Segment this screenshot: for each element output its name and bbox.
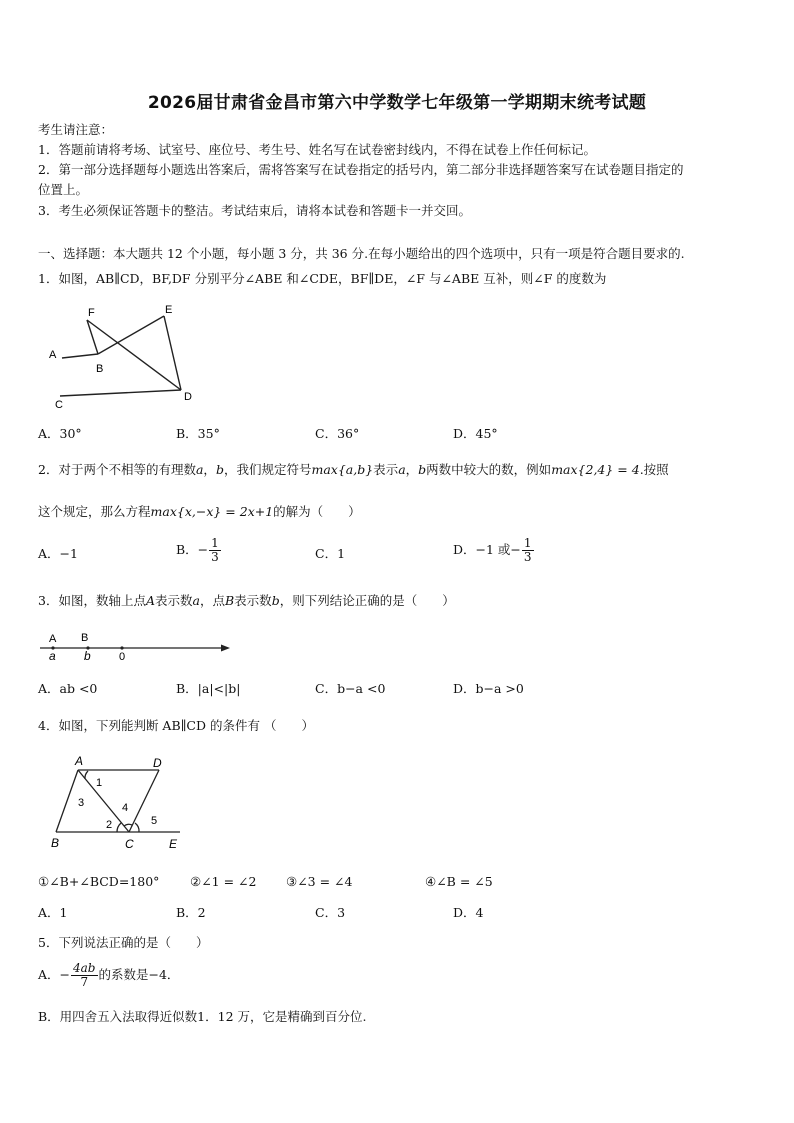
q4-condition-3: ③∠3 = ∠4 (286, 874, 353, 889)
q3-point-a: A (145, 593, 155, 608)
q2-line2-b: 的解为（ ） (273, 504, 361, 519)
q1-label-a: A (49, 349, 57, 361)
q2-text-a: 2．对于两个不相等的有理数 (38, 462, 196, 477)
q2-max-equation: max{x,−x} = 2x+1 (150, 504, 274, 519)
q2-var-b2: b (418, 462, 427, 477)
notice-item-2-cont: 位置上。 (38, 182, 89, 197)
q3-number-line (38, 628, 238, 666)
q4-option-a[interactable]: A．1 (38, 905, 68, 920)
q5-option-a[interactable] (38, 962, 179, 989)
q1-figure (40, 296, 210, 414)
q2-max-example: max{2,4} = 4 (551, 462, 640, 477)
q4-angle-1: 1 (96, 777, 103, 789)
q3-text-e: ，则下列结论正确的是（ ） (279, 593, 455, 608)
q2-text-c: 表示 (373, 462, 399, 477)
q1-option-d[interactable]: D．45° (453, 426, 498, 441)
q5-option-a-prefix: A．− (38, 967, 71, 982)
q4-figure (44, 752, 194, 854)
q2-option-b-num: 1 (211, 536, 219, 550)
q2-option-c[interactable]: C．1 (315, 546, 346, 561)
q4-angle-3: 3 (78, 797, 85, 809)
q2-text-b: ，我们规定符号 (223, 462, 312, 477)
q4-option-b[interactable]: B．2 (176, 905, 206, 920)
notice-header: 考生请注意： (38, 122, 114, 137)
q5-option-b[interactable]: B．用四舍五入法取得近似数1．12 万，它是精确到百分位. (38, 1009, 367, 1024)
q3-axis-label-a: A (49, 633, 57, 645)
q2-option-d-den: 3 (523, 550, 532, 564)
q4-label-a: A (75, 754, 84, 768)
q2-max-ab: max{a,b} (311, 462, 374, 477)
q2-sep: ， (203, 462, 216, 477)
q1-option-c[interactable]: C．36° (315, 426, 360, 441)
q1-option-b[interactable]: B．35° (176, 426, 220, 441)
q1-label-e: E (165, 304, 173, 316)
q2-var-a2: a (398, 462, 406, 477)
q2-text-d: 两数中较大的数，例如 (426, 462, 552, 477)
q4-label-d: D (153, 756, 162, 770)
q2-stem-line1 (38, 461, 669, 479)
q3-option-d[interactable]: D．b−a >0 (453, 681, 524, 696)
q1-label-b: B (96, 363, 104, 375)
q1-stem: 1．如图，AB∥CD，BF,DF 分别平分∠ABE 和∠CDE，BF∥DE，∠F 与∠ABE 互补，则∠F 的度数为 (38, 271, 607, 286)
section-heading: 一、选择题：本大题共 12 个小题，每小题 3 分，共 36 分.在每小题给出的四个选项中，只有一项是符合题目要求的. (38, 246, 685, 261)
q4-condition-2: ②∠1 = ∠2 (190, 874, 257, 889)
q3-axis-var-b: b (84, 649, 91, 663)
q3-text-a: 3．如图，数轴上点 (38, 593, 146, 608)
q2-option-b[interactable] (176, 537, 222, 564)
q3-stem (38, 592, 455, 610)
q4-condition-1: ①∠B+∠BCD=180° (38, 874, 160, 889)
notice-item-1: 1．答题前请将考场、试室号、座位号、考生号、姓名写在试卷密封线内，不得在试卷上作任何标记。 (38, 142, 596, 157)
page-title: 2026届甘肃省金昌市第六中学数学七年级第一学期期末统考试题 (147, 93, 647, 113)
q4-angle-2: 2 (106, 819, 113, 831)
q3-axis-var-a: a (49, 649, 56, 663)
notice-item-3: 3．考生必须保证答题卡的整洁。考试结束后，请将本试卷和答题卡一并交回。 (38, 203, 471, 218)
q1-label-d: D (184, 391, 192, 403)
q2-option-d-fraction (522, 537, 534, 564)
q1-label-c: C (55, 399, 63, 411)
q2-text-e: .按照 (639, 462, 669, 477)
q5-option-a-fraction (71, 962, 97, 989)
q2-line2-a: 这个规定，那么方程 (38, 504, 151, 519)
q3-axis-zero: 0 (119, 651, 126, 663)
q2-option-b-prefix: B．− (176, 542, 209, 557)
q3-var-b: b (271, 593, 280, 608)
q3-axis-label-b: B (81, 632, 89, 644)
q5-option-a-den: 7 (80, 975, 89, 989)
notice-item-2: 2．第一部分选择题每小题选出答案后，需将答案写在试卷指定的括号内，第二部分非选择题答案写在试卷题目指定的 (38, 162, 684, 177)
q3-text-c: ，点 (199, 593, 225, 608)
q3-text-b: 表示数 (155, 593, 193, 608)
q4-angle-4: 4 (122, 802, 129, 814)
q2-option-d-num: 1 (523, 536, 532, 550)
q2-var-b: b (215, 462, 224, 477)
q5-option-a-num: 4ab (73, 961, 96, 975)
q2-var-a: a (195, 462, 204, 477)
q2-sep2: ， (405, 462, 419, 477)
q3-option-a[interactable]: A．ab <0 (38, 681, 98, 696)
q2-stem-line2 (38, 503, 361, 521)
q1-label-f: F (88, 307, 95, 319)
q4-label-b: B (51, 836, 60, 850)
q4-option-d[interactable]: D．4 (453, 905, 484, 920)
q4-label-e: E (169, 837, 178, 851)
q3-point-b: B (224, 593, 235, 608)
q4-label-c: C (125, 837, 134, 851)
q2-option-b-den: 3 (211, 550, 219, 564)
q2-option-b-fraction (209, 537, 221, 564)
q3-option-b[interactable]: B．|a|<|b| (176, 681, 241, 696)
q5-stem: 5．下列说法正确的是（ ） (38, 935, 209, 950)
q4-condition-4: ④∠B = ∠5 (425, 874, 493, 889)
q3-option-c[interactable]: C．b−a <0 (315, 681, 386, 696)
q4-stem: 4．如图，下列能判断 AB∥CD 的条件有 （ ） (38, 718, 314, 733)
q4-option-c[interactable]: C．3 (315, 905, 346, 920)
q3-text-d: 表示数 (234, 593, 272, 608)
q1-option-a[interactable]: A．30° (38, 426, 82, 441)
q2-option-a[interactable]: A．−1 (38, 546, 78, 561)
q2-option-d[interactable] (453, 537, 535, 564)
q4-angle-5: 5 (151, 815, 158, 827)
q2-option-d-prefix: D．−1 或− (453, 542, 521, 557)
q3-var-a: a (192, 593, 200, 608)
q5-option-a-suffix: 的系数是−4． (98, 967, 180, 982)
